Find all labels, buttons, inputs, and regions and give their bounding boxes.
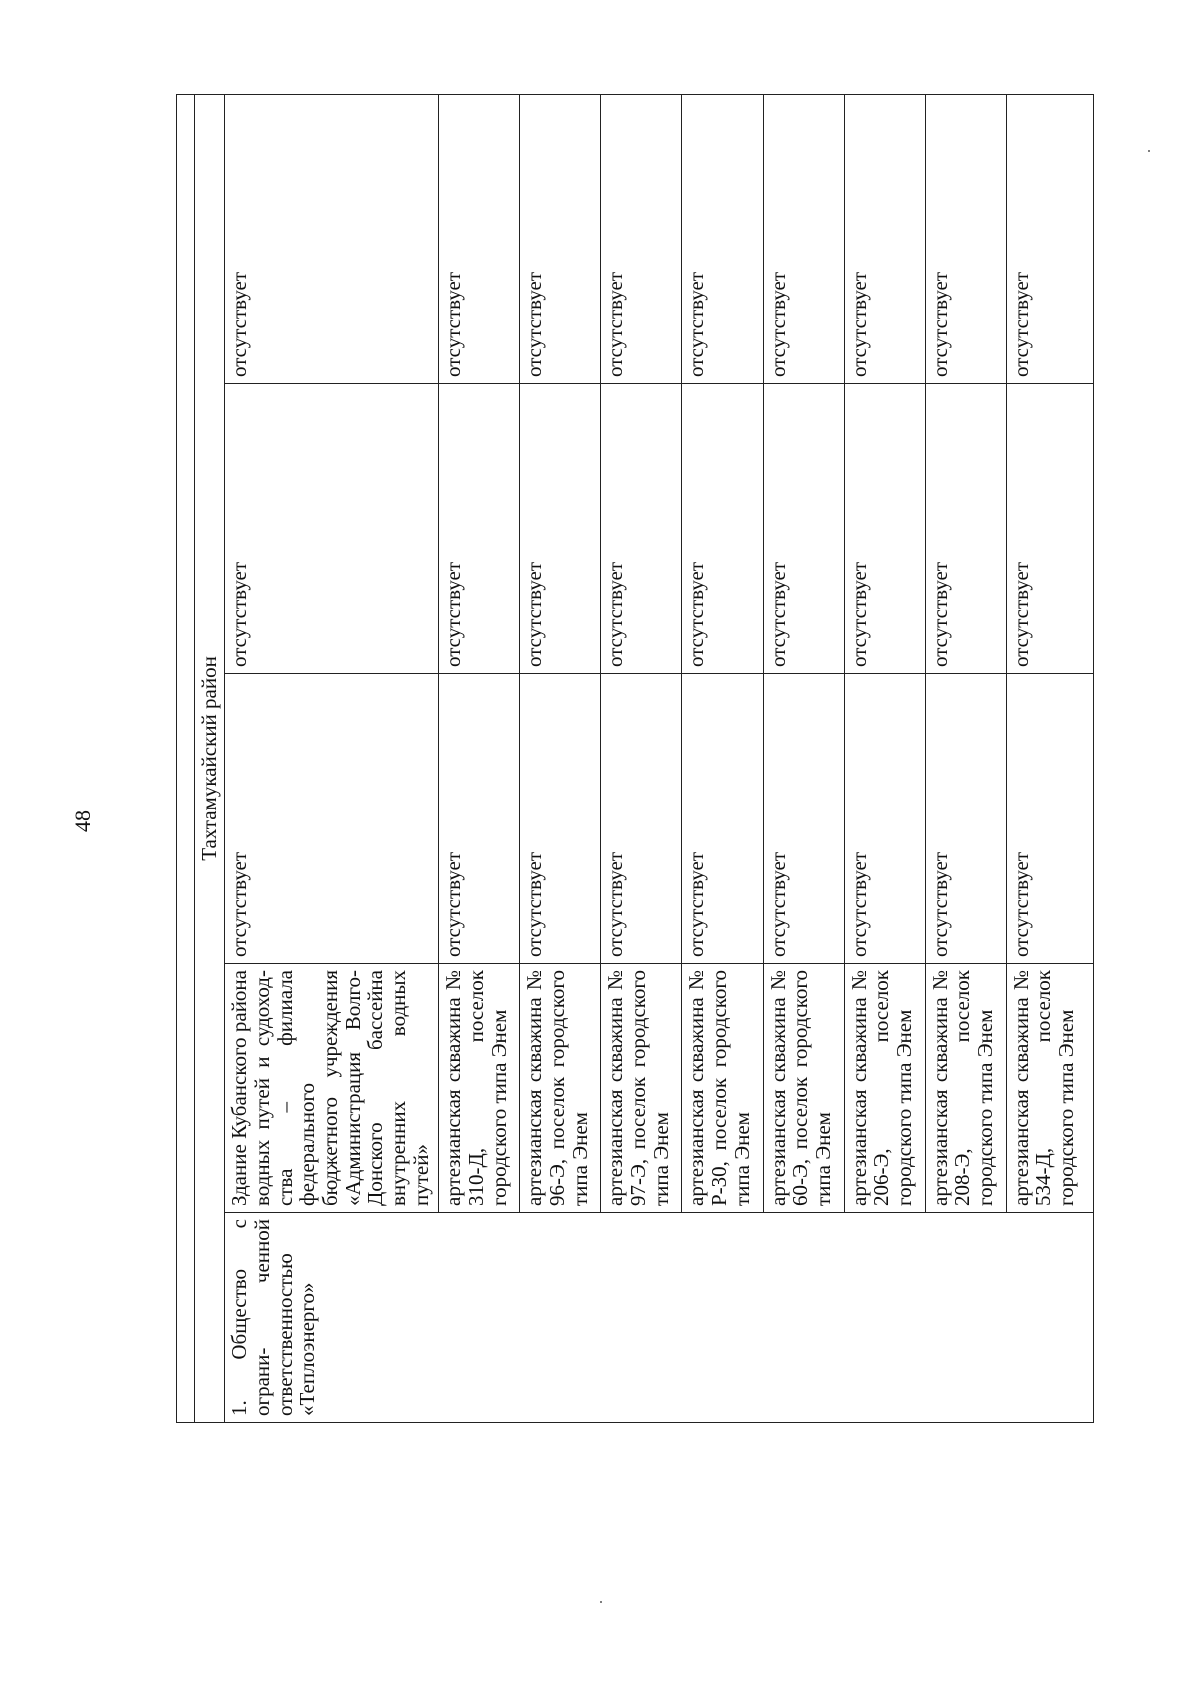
value-cell: отсутствует xyxy=(601,674,682,964)
object-cell: артезианская скважина № 534-Д, поселок городского типа Энем xyxy=(1006,964,1093,1213)
object-cell: артезианская скважина № Р-30, поселок городского типа Энем xyxy=(682,964,763,1213)
value-cell: отсутствует xyxy=(1006,674,1093,964)
value-cell: отсутствует xyxy=(601,94,682,383)
value-cell: отсутствует xyxy=(844,674,925,964)
value-cell: отсутствует xyxy=(763,674,844,964)
value-cell: отсутствует xyxy=(763,384,844,674)
value-cell: отсутствует xyxy=(601,384,682,674)
object-cell: артезианская скважина № 96-Э, поселок городского типа Энем xyxy=(520,964,601,1213)
object-cell: Здание Кубанского района водных путей и судоход- ства – филиала федерального бюджетного учреждения «Администрация Волго- Донского бассейна внутренних водных путей» xyxy=(225,964,439,1213)
value-cell: отсутствует xyxy=(520,94,601,383)
object-cell: артезианская скважина № 206-Э, поселок городского типа Энем xyxy=(844,964,925,1213)
organization-cell: 1. Общество с ограни- ченной ответственностью «Теплоэнерго» xyxy=(225,1213,1094,1423)
value-cell: отсутствует xyxy=(682,674,763,964)
region-row xyxy=(195,94,225,1422)
value-cell: отсутствует xyxy=(225,384,439,674)
value-cell: отсутствует xyxy=(225,674,439,964)
value-cell: отсутствует xyxy=(439,384,520,674)
object-cell: артезианская скважина № 208-Э, поселок городского типа Энем xyxy=(925,964,1006,1213)
value-cell: отсутствует xyxy=(682,384,763,674)
value-cell: отсутствует xyxy=(763,94,844,383)
value-cell: отсутствует xyxy=(925,94,1006,383)
value-cell: отсутствует xyxy=(439,94,520,383)
value-cell: отсутствует xyxy=(520,674,601,964)
value-cell: отсутствует xyxy=(925,384,1006,674)
page-number: 48 xyxy=(70,810,95,832)
value-cell: отсутствует xyxy=(439,674,520,964)
scan-speck xyxy=(1148,150,1150,152)
object-cell: артезианская скважина № 60-Э, поселок городского типа Энем xyxy=(763,964,844,1213)
value-cell: отсутствует xyxy=(225,94,439,383)
value-cell: отсутствует xyxy=(1006,94,1093,383)
blank-cell xyxy=(177,94,195,1422)
document-table xyxy=(176,94,1094,1423)
value-cell: отсутствует xyxy=(925,674,1006,964)
object-cell: артезианская скважина № 310-Д, поселок городского типа Энем xyxy=(439,964,520,1213)
table-row xyxy=(225,94,439,1422)
value-cell: отсутствует xyxy=(520,384,601,674)
object-cell: артезианская скважина № 97-Э, поселок городского типа Энем xyxy=(601,964,682,1213)
value-cell: отсутствует xyxy=(844,94,925,383)
rotated-table-wrapper xyxy=(176,95,1094,1423)
scan-speck xyxy=(600,1601,602,1603)
value-cell: отсутствует xyxy=(682,94,763,383)
value-cell: отсутствует xyxy=(844,384,925,674)
value-cell: отсутствует xyxy=(1006,384,1093,674)
top-blank-row xyxy=(177,94,195,1422)
region-title: Тахтамукайский район xyxy=(195,94,225,1422)
